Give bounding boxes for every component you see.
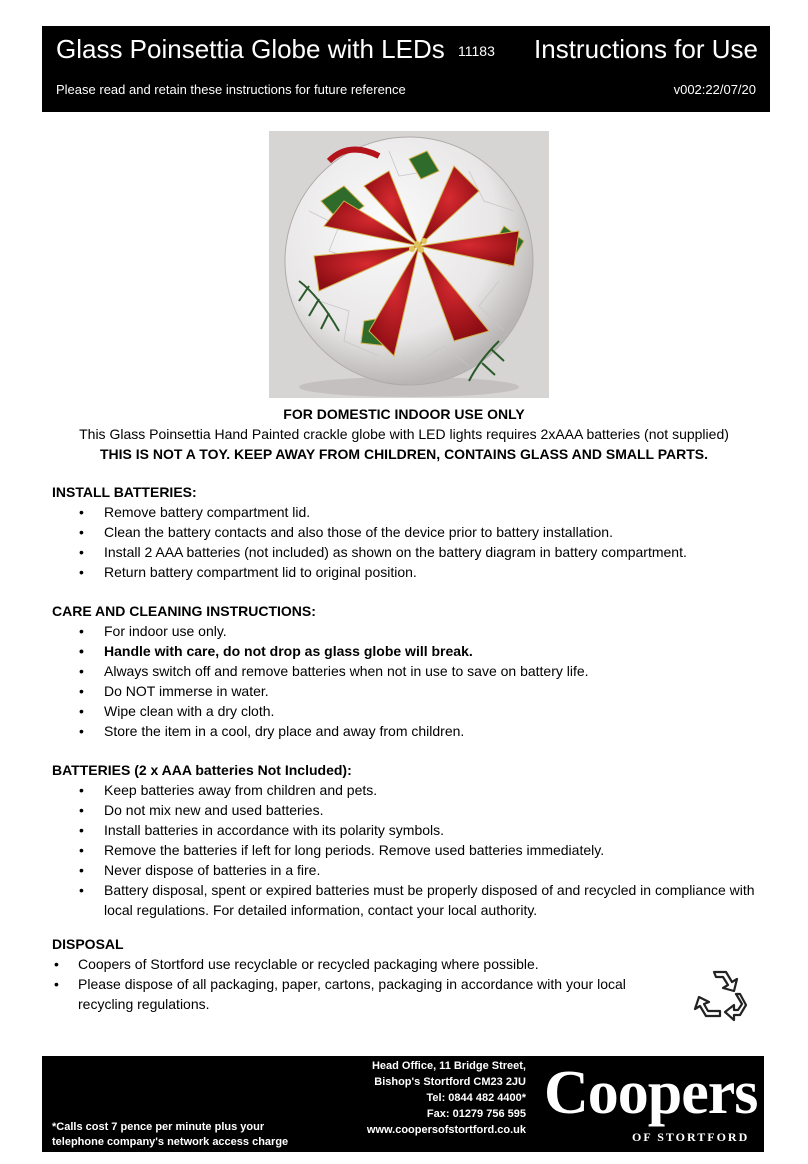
list-item: • Do NOT immerse in water. xyxy=(52,681,772,701)
product-code: 11183 xyxy=(458,43,495,59)
list-item: • Clean the battery contacts and also those of the device prior to battery installation. xyxy=(52,522,772,542)
indoor-use-notice: FOR DOMESTIC INDOOR USE ONLY xyxy=(283,406,525,422)
list-item: • Never dispose of batteries in a fire. xyxy=(52,860,772,880)
disposal-section xyxy=(52,934,772,1014)
install-batteries-section xyxy=(52,482,772,582)
phone-number: Tel: 0844 482 4400* xyxy=(426,1092,526,1104)
section-heading: BATTERIES (2 x AAA batteries Not Included): xyxy=(52,762,352,778)
version-label: v002:22/07/20 xyxy=(673,82,756,97)
list-item: • Wipe clean with a dry cloth. xyxy=(52,701,772,721)
header-subtitle: Please read and retain these instructions for future reference xyxy=(56,82,406,97)
section-heading: DISPOSAL xyxy=(52,936,124,952)
call-cost-note xyxy=(52,1120,288,1150)
care-cleaning-section xyxy=(52,601,772,741)
note-line: *Calls cost 7 pence per minute plus your xyxy=(52,1121,265,1133)
product-description: This Glass Poinsettia Hand Painted crackle globe with LED lights requires 2xAAA batteries (not supplied) xyxy=(79,426,729,442)
website-link[interactable]: www.coopersofstortford.co.uk xyxy=(366,1124,526,1136)
company-address xyxy=(367,1058,526,1138)
list-item: • Return battery compartment lid to original position. xyxy=(52,562,772,582)
list-item: • Coopers of Stortford use recyclable or recycled packaging where possible. xyxy=(52,954,652,974)
list-item: • Do not mix new and used batteries. xyxy=(52,800,772,820)
list-item: • Install 2 AAA batteries (not included) as shown on the battery diagram in battery compartment. xyxy=(52,542,772,562)
list-item: • Handle with care, do not drop as glass globe will break. xyxy=(52,641,772,661)
document-title: Glass Poinsettia Globe with LEDs xyxy=(56,34,445,64)
list-item: • Please dispose of all packaging, paper, cartons, packaging in accordance with your local recycling regulations. xyxy=(52,974,652,1014)
address-line: Bishop's Stortford CM23 2JU xyxy=(374,1076,526,1088)
list-item: • Remove battery compartment lid. xyxy=(52,502,772,522)
batteries-section xyxy=(52,760,772,920)
section-heading: CARE AND CLEANING INSTRUCTIONS: xyxy=(52,603,316,619)
footer-banner xyxy=(42,1056,764,1152)
list-item: • For indoor use only. xyxy=(52,621,772,641)
safety-warning: THIS IS NOT A TOY. KEEP AWAY FROM CHILDREN, CONTAINS GLASS AND SMALL PARTS. xyxy=(99,446,708,462)
note-line: telephone company's network access charge xyxy=(52,1136,289,1148)
list-item: • Keep batteries away from children and pets. xyxy=(52,780,772,800)
list-item: • Store the item in a cool, dry place and away from children. xyxy=(52,721,772,741)
product-photo xyxy=(269,131,549,398)
instructions-label: Instructions for Use xyxy=(534,34,758,64)
company-logo: Coopers xyxy=(544,1059,758,1127)
recycle-icon xyxy=(692,964,750,1022)
section-heading: INSTALL BATTERIES: xyxy=(52,484,197,500)
list-item: • Always switch off and remove batteries when not in use to save on battery life. xyxy=(52,661,772,681)
list-item: • Install batteries in accordance with its polarity symbols. xyxy=(52,820,772,840)
list-item: • Battery disposal, spent or expired batteries must be properly disposed of and recycled in compliance with local regulations. For detailed information, contact your local authority. xyxy=(52,880,772,920)
list-item: • Remove the batteries if left for long periods. Remove used batteries immediately. xyxy=(52,840,772,860)
fax-number: Fax: 01279 756 595 xyxy=(426,1108,526,1120)
address-line: Head Office, 11 Bridge Street, xyxy=(371,1060,526,1072)
header-banner xyxy=(42,26,770,112)
company-logo-subtitle: OF STORTFORD xyxy=(632,1130,750,1144)
